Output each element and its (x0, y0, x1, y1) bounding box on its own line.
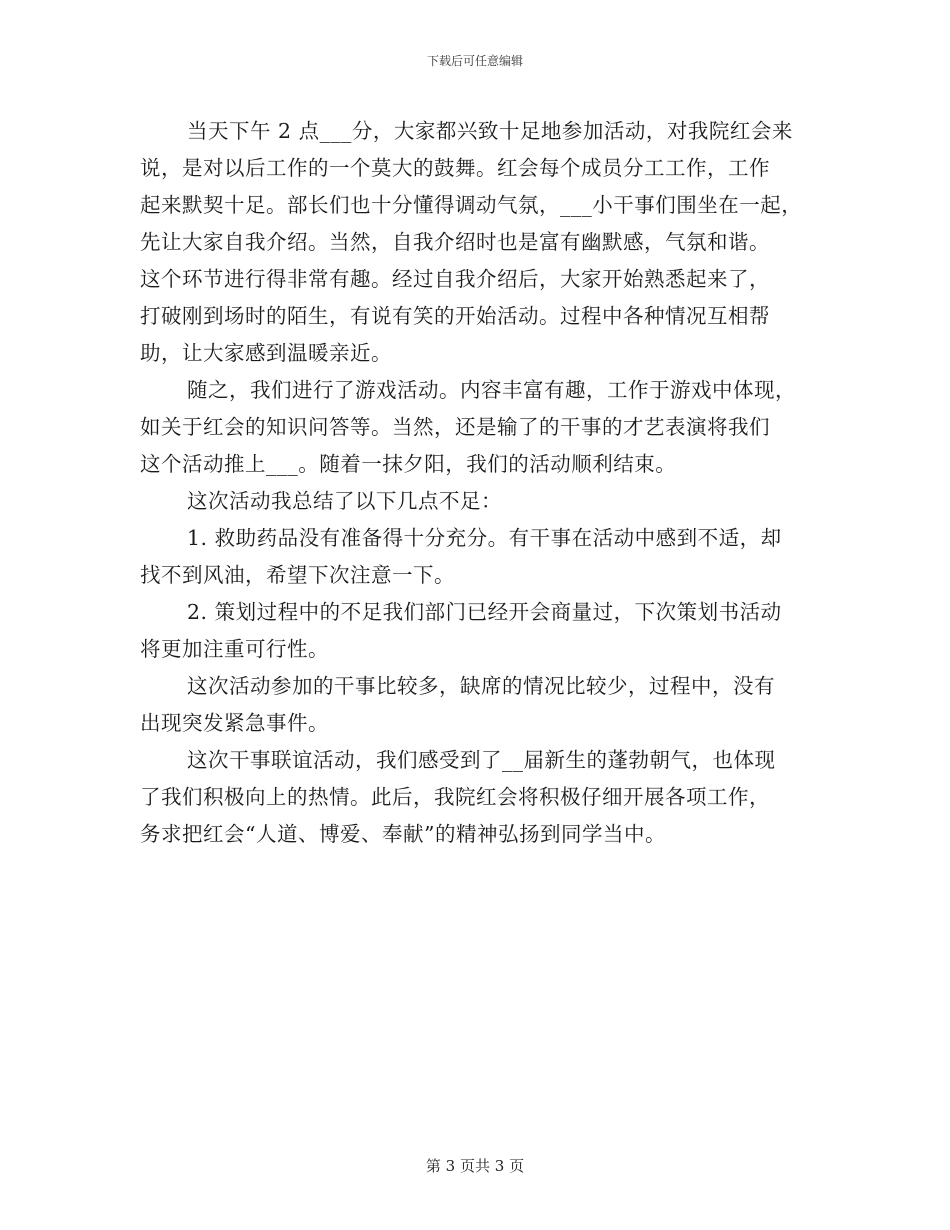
list-item-line: 1. 救助药品没有准备得十分充分。有干事在活动中感到不适，却 (187, 526, 782, 550)
document-body (140, 113, 830, 853)
paragraph-line: 当天下午 2 点___分，大家都兴致十足地参加活动，对我院红会来 (187, 119, 793, 143)
paragraph-line: 如关于红会的知识问答等。当然，还是输了的干事的才艺表演将我们 (140, 415, 770, 439)
paragraph-line: 打破刚到场时的陌生，有说有笑的开始活动。过程中各种情况互相帮 (140, 304, 770, 328)
paragraph-line: 这次活动我总结了以下几点不足： (187, 489, 502, 513)
paragraph-line: 说，是对以后工作的一个莫大的鼓舞。红会每个成员分工工作，工作 (140, 156, 770, 180)
page-number-footer: 第 3 页共 3 页 (425, 1157, 525, 1175)
paragraph-line: 了我们积极向上的热情。此后，我院红会将积极仔细开展各项工作， (140, 785, 770, 809)
list-item-line: 将更加注重可行性。 (140, 637, 329, 661)
paragraph-line: 这个活动推上___。随着一抹夕阳，我们的活动顺利结束。 (140, 452, 677, 476)
paragraph-line: 起来默契十足。部长们也十分懂得调动气氛，___小干事们围坐在一起， (140, 193, 803, 217)
paragraph-line: 随之，我们进行了游戏活动。内容丰富有趣，工作于游戏中体现， (187, 378, 796, 402)
paragraph-line: 先让大家自我介绍。当然，自我介绍时也是富有幽默感，气氛和谐。 (140, 230, 770, 254)
paragraph-line: 这个环节进行得非常有趣。经过自我介绍后，大家开始熟悉起来了， (140, 267, 770, 291)
list-item-line: 2. 策划过程中的不足我们部门已经开会商量过，下次策划书活动 (187, 600, 782, 624)
paragraph-line: 这次干事联谊活动，我们感受到了__届新生的蓬勃朝气，也体现 (187, 748, 776, 772)
paragraph-line: 助，让大家感到温暖亲近。 (140, 341, 392, 365)
paragraph-line: 务求把红会“人道、博爱、奉献”的精神弘扬到同学当中。 (140, 822, 666, 846)
paragraph-line: 出现突发紧急事件。 (140, 711, 329, 735)
page-header-note: 下载后可任意编辑 (426, 54, 523, 68)
paragraph-line: 这次活动参加的干事比较多，缺席的情况比较少，过程中，没有 (187, 674, 775, 698)
list-item-line: 找不到风油，希望下次注意一下。 (140, 563, 455, 587)
